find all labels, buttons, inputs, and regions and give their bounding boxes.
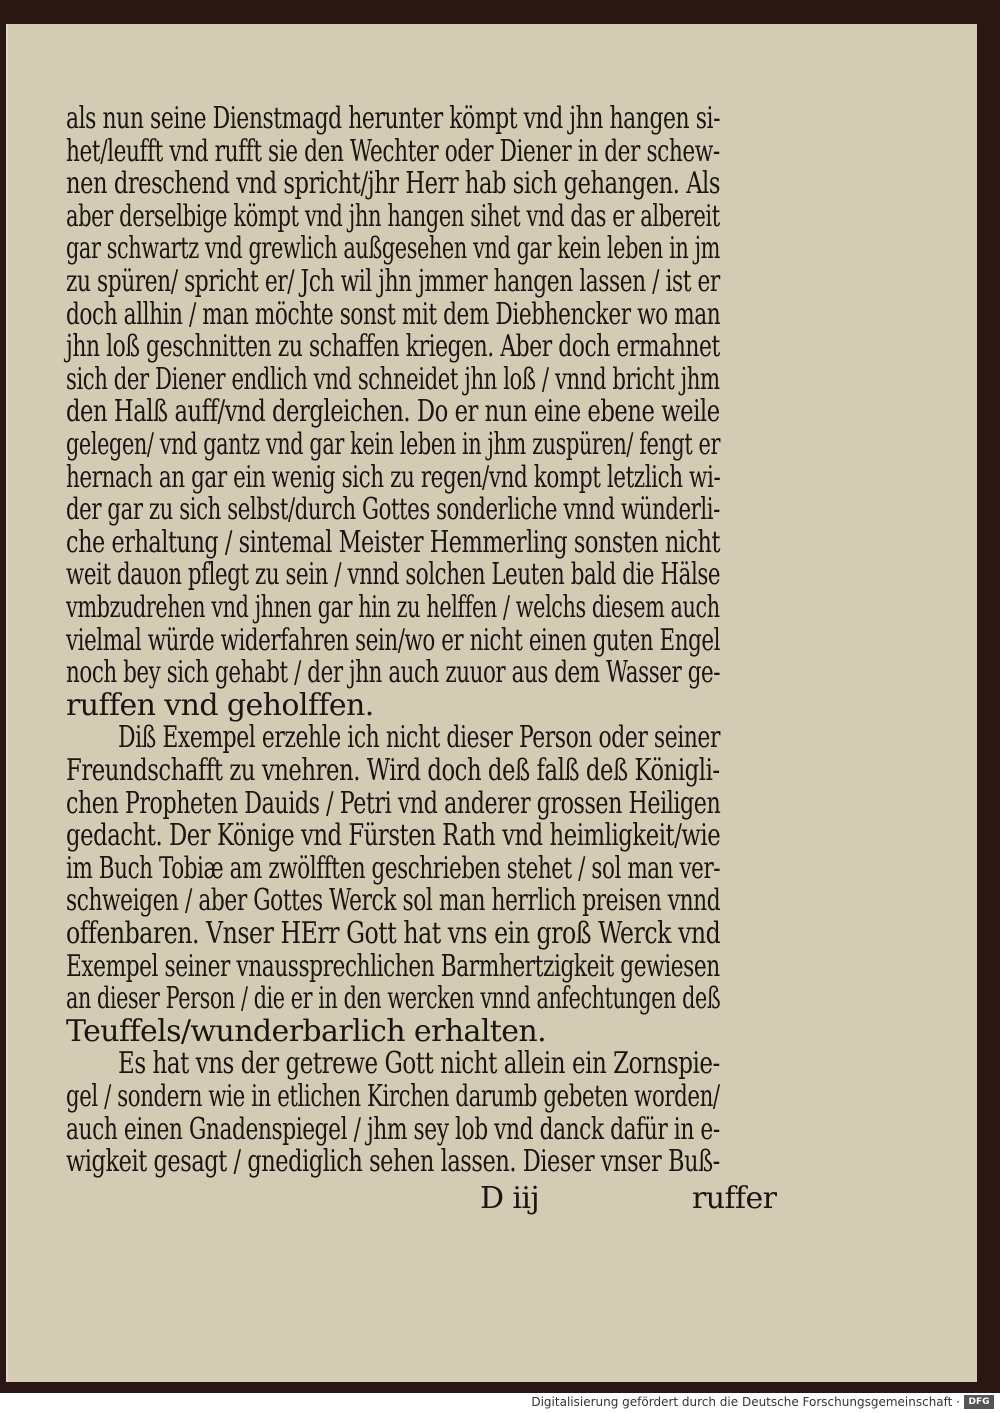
text-line: als nun seine Dienstmagd herunter kömpt vnd jhn hangen si- xyxy=(66,101,721,136)
signature-mark: D iij xyxy=(480,1180,540,1216)
text-line: doch allhin / man möchte sonst mit dem Diebhencker wo man xyxy=(66,296,721,332)
dfg-logo: DFG xyxy=(964,1395,994,1409)
text-line: der gar zu sich selbst/durch Gottes sonderliche vnnd wünderli- xyxy=(66,492,720,528)
text-line: chen Propheten Dauids / Petri vnd anderer grossen Heiligen xyxy=(66,785,721,821)
text-line: jhn loß geschnitten zu schaffen kriegen. Aber doch ermahnet xyxy=(66,329,720,365)
catchword: ruffer xyxy=(692,1180,777,1216)
text-line: gel / sondern wie in etlichen Kirchen darumb gebeten worden/ xyxy=(66,1079,720,1114)
text-line: im Buch Tobiæ am zwölfften geschrieben stehet / sol man ver- xyxy=(66,850,721,886)
text-line: auch einen Gnadenspiegel / jhm sey lob vnd danck dafür in e- xyxy=(66,1111,720,1147)
text-line: gar schwartz vnd grewlich außgesehen vnd gar kein leben in jm xyxy=(66,231,721,267)
text-line: Teuffels/wunderbarlich erhalten. xyxy=(66,1013,547,1049)
text-line: aber derselbige kömpt vnd jhn hangen sihet vnd das er albereit xyxy=(66,198,720,234)
text-line: hernach an gar ein wenig sich zu regen/vnd kompt letzlich wi- xyxy=(66,459,721,495)
text-line: noch bey sich gehabt / der jhn auch zuuor aus dem Wasser ge- xyxy=(66,655,721,691)
text-line: che erhaltung / sintemal Meister Hemmerling sonsten nicht xyxy=(66,524,721,560)
text-line: sich der Diener endlich vnd schneidet jhn loß / vnnd bricht jhm xyxy=(66,361,720,397)
text-line: schweigen / aber Gottes Werck sol man herrlich preisen vnnd xyxy=(66,883,721,919)
text-line: offenbaren. Vnser HErr Gott hat vns ein groß Werck vnd xyxy=(66,916,721,951)
text-line: an dieser Person / die er in den wercken vnnd anfechtungen deß xyxy=(66,981,721,1017)
text-line: nen dreschend vnd spricht/jhr Herr hab sich gehangen. Als xyxy=(66,166,720,202)
text-line: gedacht. Der Könige vnd Fürsten Rath vnd heimligkeit/wie xyxy=(66,818,721,854)
text-line: Freundschafft zu vnehren. Wird doch deß falß deß Königli- xyxy=(66,753,720,788)
text-line: ruffen vnd geholffen. xyxy=(66,687,374,723)
text-line: Exempel seiner vnaussprechlichen Barmhertzigkeit gewiesen xyxy=(66,948,720,984)
text-line: weit dauon pflegt zu sein / vnnd solchen Leuten bald die Hälse xyxy=(66,557,721,593)
text-line: zu spüren/ spricht er/ Jch wil jhn jmmer hangen lassen / ist er xyxy=(66,264,720,299)
footer-credit: Digitalisierung gefördert durch die Deutsche Forschungsgemeinschaft · xyxy=(531,1395,960,1409)
text-line: vielmal würde widerfahren sein/wo er nicht einen guten Engel xyxy=(66,622,720,658)
text-line: den Halß auff/vnd dergleichen. Do er nun eine ebene weile xyxy=(66,394,720,430)
text-line: gelegen/ vnd gantz vnd gar kein leben in jhm zuspüren/ fengt er xyxy=(66,427,721,462)
text-line: vmbzudrehen vnd jhnen gar hin zu helffen / welchs diesem auch xyxy=(66,590,720,625)
text-line: Diß Exempel erzehle ich nicht dieser Person oder seiner xyxy=(118,720,720,756)
footer-bar xyxy=(0,1393,1000,1413)
text-line: Es hat vns der getrewe Gott nicht allein ein Zornspie- xyxy=(118,1046,720,1082)
text-line: het/leufft vnd rufft sie den Wechter oder Diener in der schew- xyxy=(66,133,720,169)
book-page xyxy=(6,24,977,1382)
text-line: wigkeit gesagt / gnediglich sehen lassen. Dieser vnser Buß- xyxy=(66,1144,720,1180)
